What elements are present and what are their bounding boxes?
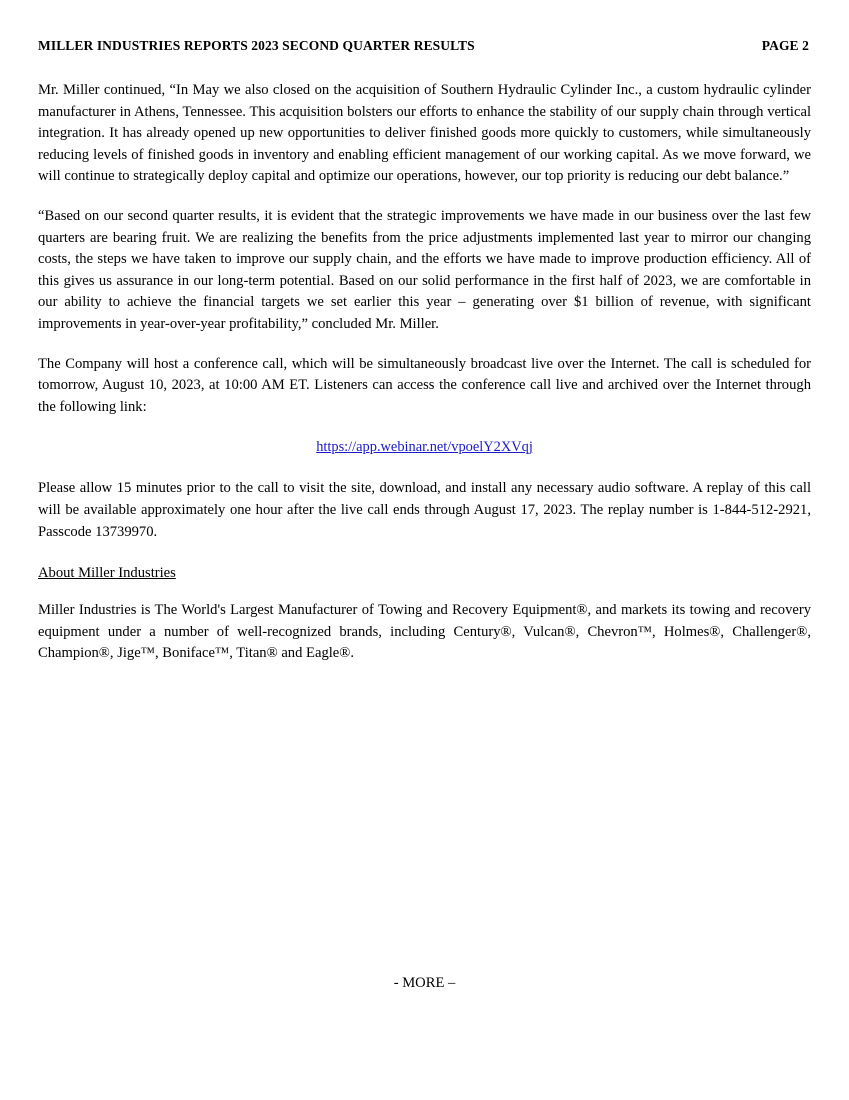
more-footer: - MORE – xyxy=(393,975,456,991)
webcast-link-container xyxy=(38,438,811,456)
document-title: MILLER INDUSTRIES REPORTS 2023 SECOND QUARTER RESULTS xyxy=(38,38,475,53)
paragraph-about-company: Miller Industries is The World's Largest Manufacturer of Towing and Recovery Equipment®, and markets its towing and recovery equipment under a number of well-recognized brands, including Century®, Vulcan®, Chevron™, Holmes®, Challenger®, Champion®, Jige™, Boniface™, Titan® and Eagle®. xyxy=(38,602,811,662)
content-spacer xyxy=(38,683,811,693)
paragraph-acquisition: Mr. Miller continued, “In May we also closed on the acquisition of Southern Hydraulic Cylinder Inc., a custom hydraulic cylinder manufacturer in Athens, Tennessee. This acquisition bolsters our efforts to enhance the stability of our supply chain through vertical integration. It has already opened up new opportunities to deliver finished goods more quickly to customers, while simultaneously reducing levels of finished goods in inventory and enabling efficient management of our working capital. As we move forward, we will continue to strategically deploy capital and optimize our operations, however, our top priority is reducing our debt balance.” xyxy=(38,82,811,185)
paragraph-outlook: “Based on our second quarter results, it is evident that the strategic improvements we have made in our business over the last few quarters are bearing fruit. We are realizing the benefits from the price adjustments implemented last year to mirror our changing costs, the steps we have taken to improve our supply chain, and the efforts we have made to improve production efficiency. All of this gives us assurance in our long-term potential. Based on our solid performance in the first half of 2023, we are comfortable in our ability to achieve the financial targets we set earlier this year – generating over $1 billion of revenue, with significant improvements in year-over-year profitability,” concluded Mr. Miller. xyxy=(38,207,811,332)
paragraph-conference-call: The Company will host a conference call, which will be simultaneously broadcast live over the Internet. The call is scheduled for tomorrow, August 10, 2023, at 10:00 AM ET. Listeners can access the conference call live and archived over the Internet through the following link: xyxy=(38,355,811,415)
webcast-link[interactable]: https://app.webinar.net/vpoelY2XVqj xyxy=(316,439,533,456)
page-header xyxy=(38,38,811,54)
about-section-heading: About Miller Industries xyxy=(38,565,176,582)
page-number-label: PAGE 2 xyxy=(761,38,809,53)
paragraph-replay-info: Please allow 15 minutes prior to the call to visit the site, download, and install any necessary audio software. A replay of this call will be available approximately one hour after the live call ends through August 17, 2023. The replay number is 1-844-512-2921, Passcode 13739970. xyxy=(38,480,811,540)
